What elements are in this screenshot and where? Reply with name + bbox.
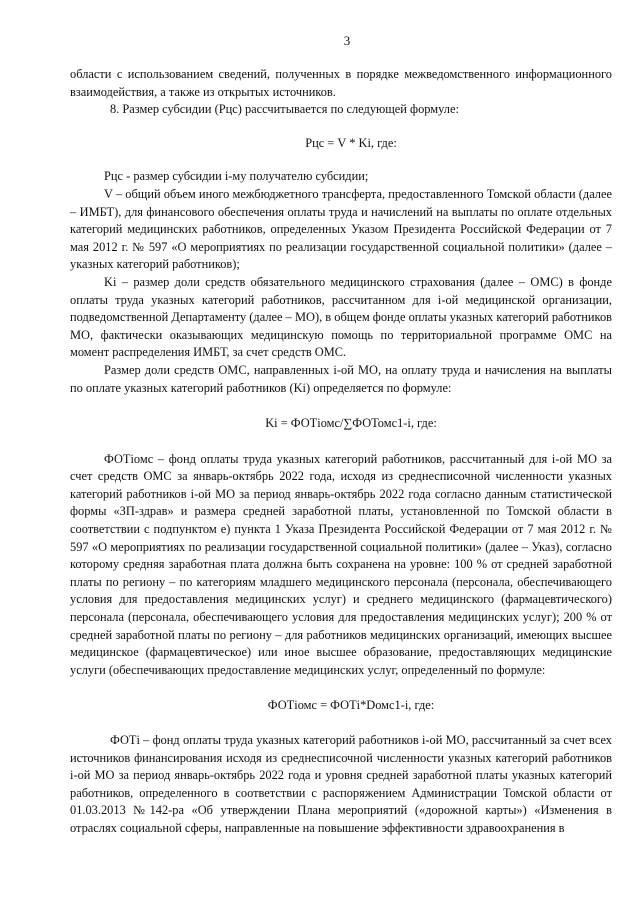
paragraph-definition-rcs: Рцс - размер субсидии i-му получателю субсидии; xyxy=(104,169,369,184)
formula-ki: Ki = ФОТiомс/∑ФОТомс1-i, где: xyxy=(265,416,437,431)
paragraph-definition-ki: Ki – размер доли средств обязательного медицинского страхования (далее – ОМС) в фонде оплаты труда указных категорий работников, рассчитанном для i-ой медицинской организации, подведомственной Департаменту (далее – МО), в общем фонде оплаты указных категорий работников МО, фактически оказывающих медицинскую помощь по территориальной программе ОМС на момент распределения ИМБТ, за счет средств ОМС. xyxy=(70,274,612,360)
paragraph-definition-fot-oms: ФОТiомс – фонд оплаты труда указных категорий работников, рассчитанный для i-ой МО за счет средств ОМС за январь-октябрь 2022 года, исходя из среднесписочной численности указных категорий работников i-ой МО за период январь-октябрь 2022 года согласно данным статистической формы «ЗП-здрав» и размера средней заработной платы, установленной по Томской области в соответствии с подпунктом е) пункта 1 Указа Президента Российской Федерации от 7 мая 2012 г. № 597 «О мероприятиях по реализации государственной социальной политики» (далее – Указ), согласно которому средняя заработная плата должна быть сохранена на уровне: 100 % от средней заработной платы по региону – по категориям младшего медицинского персонала (персонала, обеспечивающего условия для предоставления медицинских услуг) и среднего медицинского (фармацевтического) персонала (персонала, обеспечивающего условия для предоставления медицинских услуг); 200 % от средней заработной платы по региону – для работников медицинских организаций, имеющих высшее медицинское (фармацевтическое) или иное высшее образование, предоставляющих медицинские услуги (обеспечивающих предоставление медицинских услуг, определенный по формуле: xyxy=(70,451,612,677)
formula-subsidy-size: Рцс = V * Ki, где: xyxy=(305,135,397,150)
paragraph-item-8: 8. Размер субсидии (Рцс) рассчитывается по следующей формуле: xyxy=(110,102,459,117)
page-number: 3 xyxy=(343,33,351,48)
formula-fot-oms: ФОТiомс = ФОТi*Dомс1-i, где: xyxy=(267,698,435,713)
paragraph-definition-v: V – общий объем иного межбюджетного трансферта, предоставленного Томской области (далее – ИМБТ), для финансового обеспечения оплаты труда и начислений на выплаты по оплате отдельных категорий медицинских работников, определенных Указом Президента Российской Федерации от 7 мая 2012 г. № 597 «О мероприятиях по реализации государственной социальной политики» (далее – указных категорий работников); xyxy=(70,186,612,272)
paragraph-ki-intro: Размер доли средств ОМС, направленных i-ой МО, на оплату труда и начисления на выплаты по оплате указных категорий работников (Ki) определяется по формуле: xyxy=(70,362,612,395)
paragraph-continuation: области с использованием сведений, полученных в порядке межведомственного информационного взаимодействия, а также из открытых источников. xyxy=(70,67,612,99)
paragraph-definition-fot-i: ФОТi – фонд оплаты труда указных категорий работников i-ой МО, рассчитанный за счет всех источников финансирования исходя из среднесписочной численности указных категорий работников i-ой МО за период январь-октябрь 2022 года и уровня средней заработной платы указных категорий работников, определенного в соответствии с распоряжением Администрации Томской области от 01.03.2013 №142-ра «Об утверждении Плана мероприятий («дорожной карты») «Изменения в отраслях социальной сферы, направленные на повышение эффективности здравоохранения в xyxy=(70,733,612,835)
